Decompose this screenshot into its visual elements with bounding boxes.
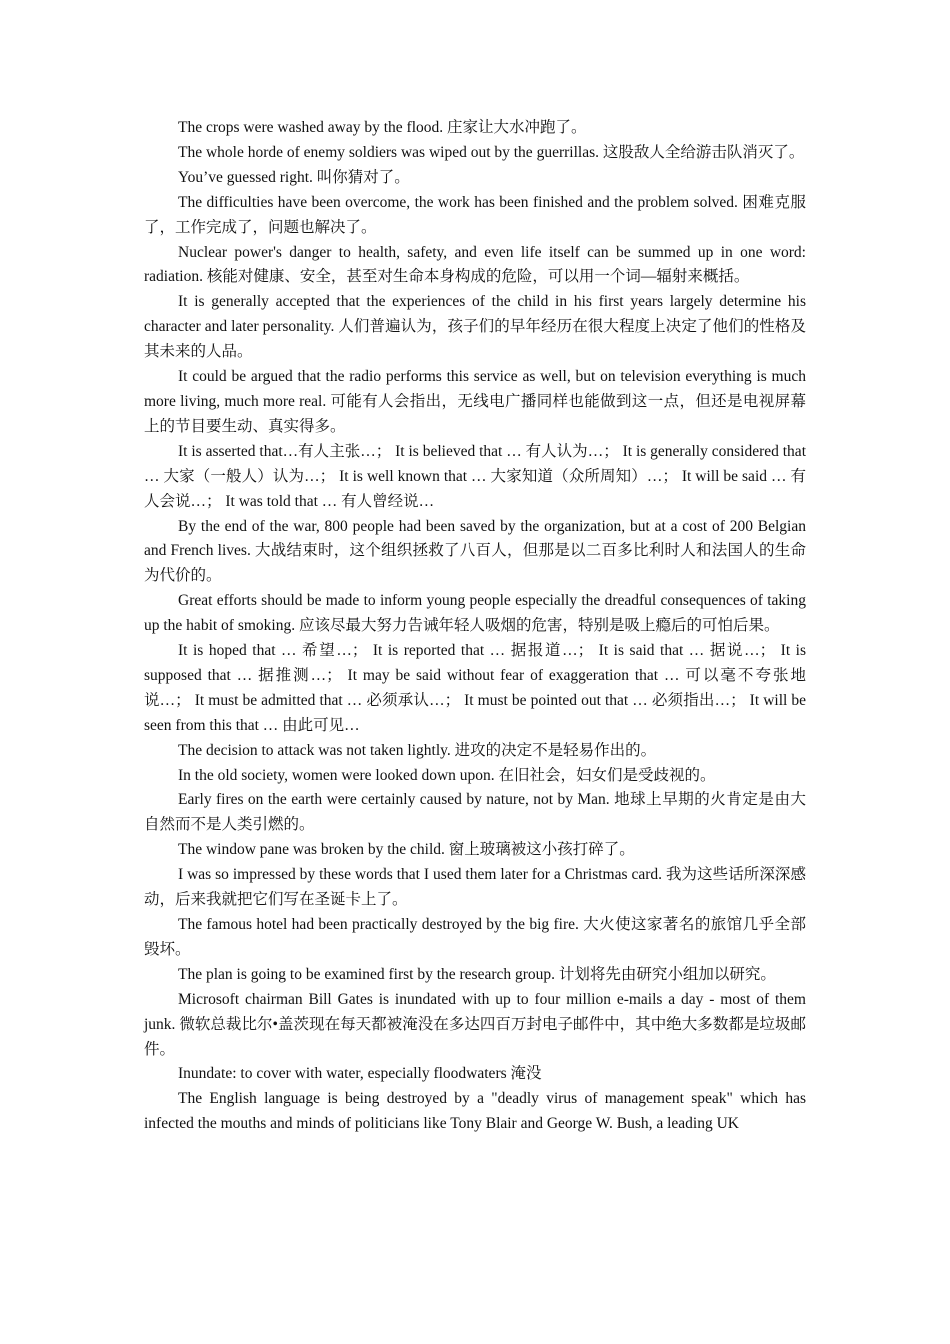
paragraph: Nuclear power's danger to health, safety, and even life itself can be summed up in one word: radiation. 核能对健康、安全，甚至对生命本身构成的危险，可以用一个词—辐射来概括。 (144, 243, 806, 286)
paragraph: The difficulties have been overcome, the work has been finished and the problem solved. 困难克服了，工作完成了，问题也解决了。 (144, 193, 806, 236)
paragraph: I was so impressed by these words that I used them later for a Christmas card. 我为这些话所深深感动，后来我就把它们写在圣诞卡上了。 (144, 866, 806, 909)
phrase-list-paragraph: It is asserted that…有人主张…； It is believed that … 有人认为…； It is generally considered that … 大家（一般人）认为…； It is well known that … 大家知道（众所周知）…； It will be said … 有人会说…； It was told that … 有人曾经说… (144, 442, 806, 510)
paragraph: It could be argued that the radio performs this service as well, but on television everything is much more living, much more real. 可能有人会指出，无线电广播同样也能做到这一点，但还是电视屏幕上的节目要生动、真实得多。 (144, 368, 806, 435)
paragraph: By the end of the war, 800 people had been saved by the organization, but at a cost of 200 Belgian and French lives. 大战结束时，这个组织拯救了八百人，但那是以二百多比利时人和法国人的生命为代价的。 (144, 517, 806, 585)
paragraph: Great efforts should be made to inform young people especially the dreadful consequences of taking up the habit of smoking. 应该尽最大努力告诫年轻人吸烟的危害，特别是吸上瘾后的可怕后果。 (144, 592, 806, 635)
paragraph: The whole horde of enemy soldiers was wiped out by the guerrillas. 这股敌人全给游击队消灭了。 (178, 143, 805, 161)
paragraph: The plan is going to be examined first by the research group. 计划将先由研究小组加以研究。 (178, 965, 776, 983)
paragraph: Microsoft chairman Bill Gates is inundated with up to four million e-mails a day - most of them junk. 微软总裁比尔•盖茨现在每天都被淹没在多达四百万封电子邮件中，其中绝大多数都是垃圾邮件。 (144, 990, 806, 1058)
paragraph: The famous hotel had been practically destroyed by the big fire. 大火使这家著名的旅馆几乎全部毁坏。 (144, 916, 806, 958)
paragraph: Early fires on the earth were certainly caused by nature, not by Man. 地球上早期的火肯定是由大自然而不是人类引燃的。 (144, 791, 806, 834)
paragraph: The decision to attack was not taken lightly. 进攻的决定不是轻易作出的。 (178, 741, 657, 759)
paragraph: It is generally accepted that the experiences of the child in his first years largely determine his character and later personality. 人们普遍认为，孩子们的早年经历在很大程度上决定了他们的性格及其未来的人品。 (144, 293, 806, 361)
paragraph: The crops were washed away by the flood. 庄家让大水冲跑了。 (178, 119, 587, 136)
paragraph: The window pane was broken by the child. 窗上玻璃被这小孩打碎了。 (178, 841, 635, 859)
paragraph: In the old society, women were looked down upon. 在旧社会，妇女们是受歧视的。 (178, 766, 716, 784)
document-body (144, 116, 806, 1137)
paragraph: You’ve guessed right. 叫你猜对了。 (178, 168, 410, 186)
phrase-list-paragraph: It is hoped that … 希望…； It is reported that … 据报道…； It is said that … 据说…； It is supposed that … 据推测…； It may be said without fear of exaggeration that … 可以毫不夸张地说…； It must be admitted that … 必须承认…； It must be pointed out that … 必须指出…； It will be seen from this that … 由此可见… (144, 642, 806, 734)
definition-paragraph: Inundate: to cover with water, especially floodwaters 淹没 (178, 1065, 542, 1083)
paragraph: The English language is being destroyed by a "deadly virus of management speak" which has infected the mouths and minds of politicians like Tony Blair and George W. Bush, a leading UK (144, 1090, 806, 1133)
